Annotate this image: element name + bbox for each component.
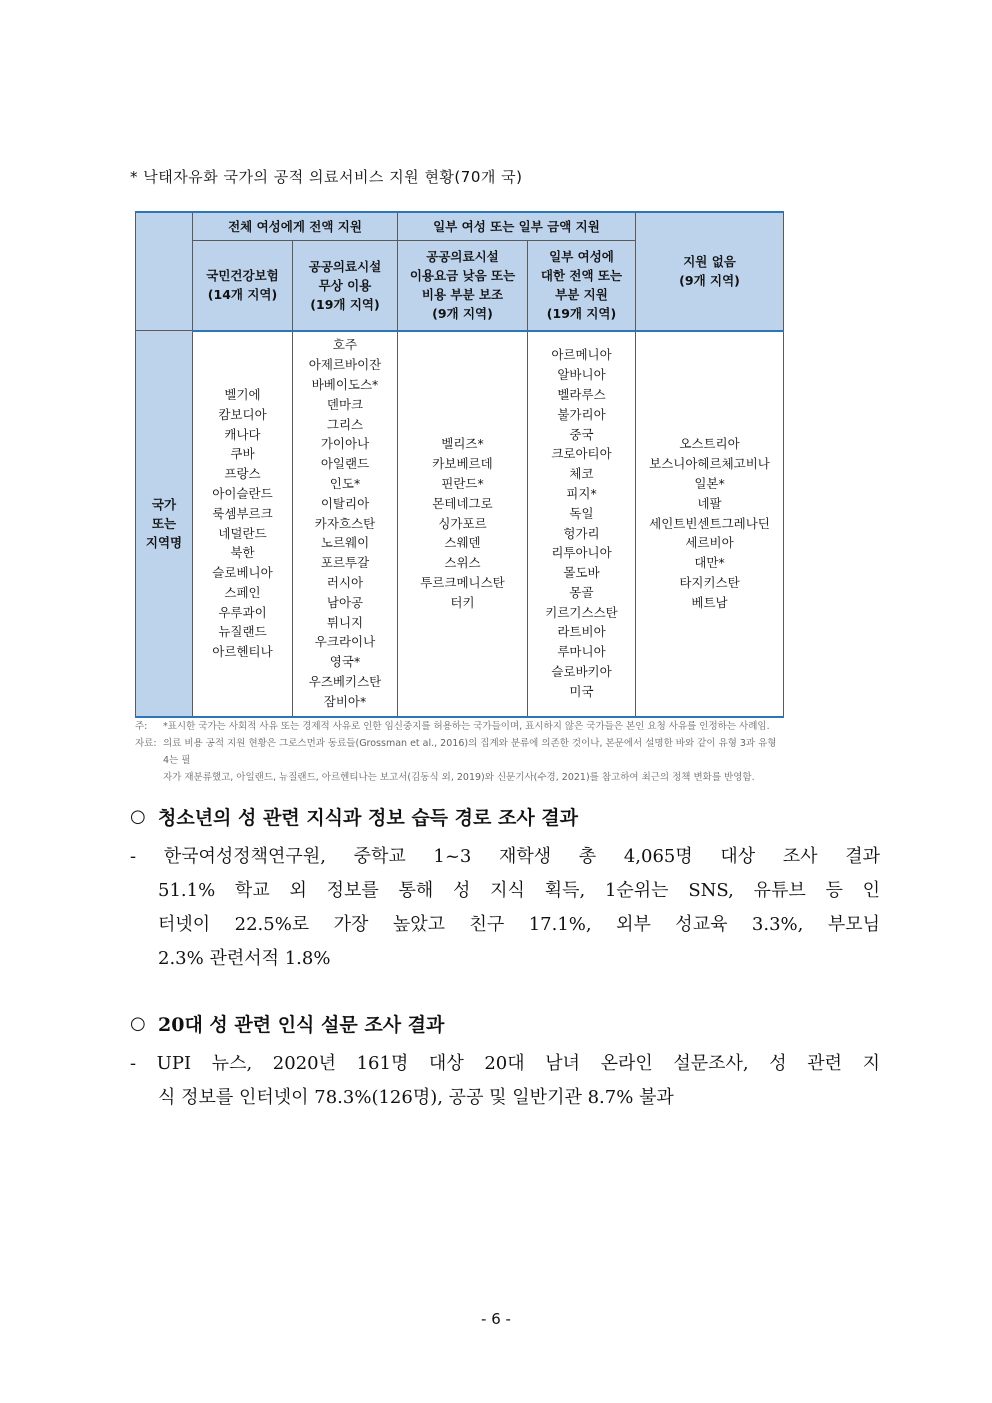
country-name: 핀란드* — [441, 476, 484, 491]
country-name: 미국 — [569, 683, 594, 699]
source-label: 자료: — [135, 738, 157, 749]
source-text-line: 의료 비용 공적 지원 현황은 그로스먼과 동료들(Grossman et al., 2016)의 집계와 분류에 의존한 것이나, 본문에서 설명한 바와 같이 유형 3과 유형 4는 필 — [163, 738, 777, 766]
some-support-country-list — [528, 331, 636, 717]
country-name: 아르메니아 — [551, 347, 612, 363]
section-body — [130, 1047, 880, 1115]
country-name: 라트비아 — [557, 624, 606, 640]
country-name: 슬로베니아 — [212, 565, 273, 581]
country-name: 중국 — [569, 426, 594, 442]
country-name: 독일 — [569, 505, 594, 521]
country-name: 오스트리아 — [679, 436, 740, 452]
insurance-country-list — [193, 331, 293, 717]
header-low-fee-facility: 공공의료시설 이용요금 낮음 또는 비용 부분 보조 (9개 지역) — [398, 241, 528, 331]
country-name: 아르헨티나 — [212, 644, 273, 660]
section-heading — [130, 1010, 880, 1037]
country-name: 알바니아 — [557, 367, 606, 383]
note-label: 주: — [135, 721, 148, 732]
country-name: 세르비아 — [685, 535, 734, 551]
country-name: 스위스 — [444, 555, 481, 571]
country-name: 우루과이 — [218, 604, 267, 620]
country-name: 영국* — [329, 654, 361, 670]
page-number: - 6 - — [481, 1310, 511, 1328]
country-name: 이탈리아 — [320, 495, 370, 511]
no-support-country-list — [636, 331, 784, 717]
header-some-women-support: 일부 여성에 대한 전액 또는 부분 지원 (19개 지역) — [528, 241, 636, 331]
country-name: 캄보디아 — [218, 406, 267, 422]
country-name: 대만* — [694, 555, 725, 571]
section-youth-survey — [130, 803, 880, 976]
section-heading — [130, 803, 880, 830]
country-name: 우즈베키스탄 — [308, 673, 382, 689]
country-name: 포르투갈 — [320, 555, 370, 571]
country-name: 네팔 — [697, 495, 722, 511]
header-free-public-facility: 공공의료시설 무상 이용 (19개 지역) — [293, 241, 398, 331]
country-name: 캐나다 — [224, 426, 261, 442]
country-name: 카자흐스탄 — [314, 515, 376, 531]
country-name: 네덜란드 — [218, 525, 267, 541]
country-name: 일본* — [694, 476, 725, 491]
body-line: 터넷이 22.5%로 가장 높았고 친구 17.1%, 외부 성교육 3.3%, 부모님 — [158, 914, 880, 935]
country-name: 프랑스 — [224, 466, 261, 482]
country-name: 스웨덴 — [444, 535, 481, 551]
section-title: 20대 성 관련 인식 설문 조사 결과 — [158, 1014, 445, 1036]
body-line: - 한국여성정책연구원, 중학교 1~3 재학생 총 4,065명 대상 조사 결과 — [130, 846, 880, 867]
country-name: 루마니아 — [557, 644, 606, 660]
country-name: 러시아 — [326, 574, 364, 590]
body-line: - UPI 뉴스, 2020년 161명 대상 20대 남녀 온라인 설문조사, 성 관련 지 — [130, 1053, 880, 1074]
country-name: 헝가리 — [563, 525, 600, 541]
country-name: 아제르바이잔 — [308, 357, 382, 373]
circle-bullet-icon: ○ — [130, 1013, 146, 1034]
country-name: 투르크메니스탄 — [420, 574, 505, 590]
country-name: 뉴질랜드 — [218, 624, 267, 640]
country-name: 몬테네그로 — [432, 495, 493, 511]
country-name: 아일랜드 — [320, 456, 370, 472]
header-full-support: 전체 여성에게 전액 지원 — [193, 212, 398, 241]
source-text-line: 자가 재분류했고, 아일랜드, 뉴질랜드, 아르헨티나는 보고서(김동식 외, 2019)와 신문기사(수경, 2021)를 참고하여 최근의 정책 변화를 반영함. — [163, 772, 755, 783]
country-name: 불가리아 — [557, 406, 606, 422]
country-name: 벨기에 — [224, 386, 261, 402]
low-fee-country-list — [398, 331, 528, 717]
country-name: 터키 — [450, 594, 475, 610]
country-name: 몰도바 — [563, 565, 600, 581]
note-text: *표시한 국가는 사회적 사유 또는 경제적 사유로 인한 임신중지를 허용하는 국가들이며, 표시하지 않은 국가들은 본인 요청 사유를 인정하는 사례임. — [163, 721, 770, 732]
country-name: 남아공 — [326, 594, 364, 610]
table-notes — [135, 718, 785, 786]
country-name: 슬로바키아 — [551, 664, 612, 680]
country-name: 타지키스탄 — [679, 574, 740, 590]
country-name: 몽골 — [569, 584, 594, 600]
country-name: 호주 — [332, 337, 358, 353]
country-name: 베트남 — [691, 594, 728, 610]
header-no-support: 지원 없음 (9개 지역) — [636, 212, 784, 331]
country-name: 우크라이나 — [314, 634, 376, 650]
header-national-insurance: 국민건강보험 (14개 지역) — [193, 241, 293, 331]
country-name: 쿠바 — [230, 446, 255, 462]
country-name: 룩셈부르크 — [212, 505, 273, 521]
country-name: 카보베르데 — [432, 456, 493, 472]
section-title: 청소년의 성 관련 지식과 정보 습득 경로 조사 결과 — [158, 807, 578, 829]
table-caption: * 낙태자유화 국가의 공적 의료서비스 지원 현황(70개 국) — [130, 168, 523, 186]
country-name: 튀니지 — [326, 614, 364, 630]
country-name: 노르웨이 — [320, 535, 370, 551]
free-facility-country-list — [293, 331, 398, 717]
country-name: 북한 — [230, 545, 255, 561]
section-body — [130, 840, 880, 976]
body-line: 식 정보를 인터넷이 78.3%(126명), 공공 및 일반기관 8.7% 불과 — [158, 1087, 674, 1108]
country-name: 벨리즈* — [441, 436, 484, 452]
country-name: 체코 — [569, 466, 594, 482]
section-twenties-survey — [130, 1010, 880, 1115]
country-name: 인도* — [329, 476, 361, 491]
country-name: 벨라루스 — [557, 386, 606, 402]
table-corner-cell — [136, 212, 193, 331]
country-name: 잠비아* — [323, 693, 367, 709]
country-name: 싱가포르 — [438, 515, 487, 531]
country-name: 키르기스스탄 — [545, 604, 618, 620]
country-name: 세인트빈센트그레나딘 — [649, 515, 770, 531]
header-partial-support: 일부 여성 또는 일부 금액 지원 — [398, 212, 636, 241]
country-name: 바베이도스* — [311, 377, 379, 393]
body-line: 2.3% 관련서적 1.8% — [158, 948, 331, 969]
country-name: 그리스 — [326, 416, 364, 432]
country-name: 덴마크 — [326, 396, 364, 412]
support-status-table — [135, 211, 784, 718]
country-name: 리투아니아 — [551, 545, 612, 561]
body-line: 51.1% 학교 외 정보를 통해 성 지식 획득, 1순위는 SNS, 유튜브 등 인 — [158, 880, 880, 901]
country-name: 아이슬란드 — [212, 485, 273, 501]
country-name: 크로아티아 — [551, 446, 612, 462]
circle-bullet-icon: ○ — [130, 806, 146, 827]
country-name: 가이아나 — [320, 436, 370, 452]
country-name: 보스니아헤르체고비나 — [649, 456, 770, 472]
country-name: 스페인 — [224, 584, 261, 600]
row-header-country: 국가 또는 지역명 — [136, 331, 193, 717]
country-name: 피지* — [566, 485, 597, 501]
